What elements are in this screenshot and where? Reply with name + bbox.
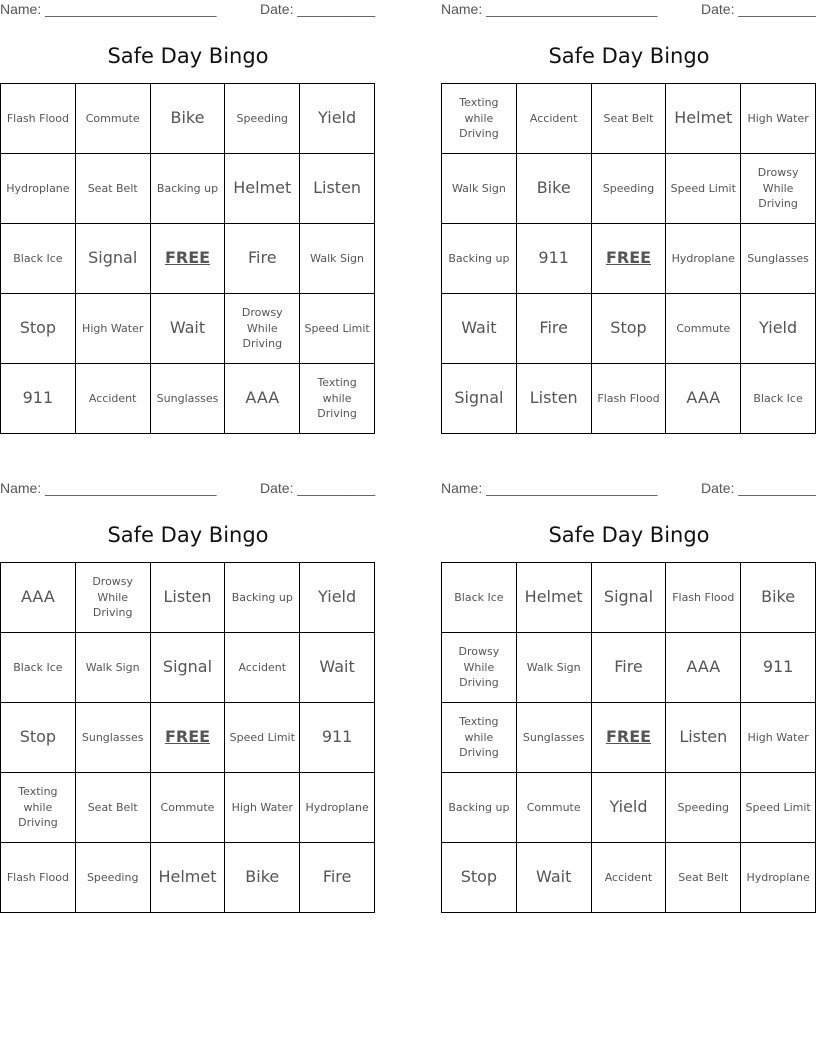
bingo-cell: Sunglasses — [517, 703, 592, 773]
bingo-cell: Black Ice — [1, 224, 76, 294]
bingo-card-3 — [0, 479, 376, 913]
bingo-cell: Backing up — [442, 224, 517, 294]
bingo-cell: Black Ice — [442, 563, 517, 633]
bingo-cell: Accident — [76, 364, 151, 434]
bingo-cell: Speeding — [592, 154, 667, 224]
name-date-row — [0, 1, 376, 21]
bingo-cell: Fire — [592, 633, 667, 703]
bingo-card-4 — [441, 479, 816, 913]
bingo-cell: Listen — [517, 364, 592, 434]
bingo-cell: Helmet — [225, 154, 300, 224]
bingo-cell: Sunglasses — [76, 703, 151, 773]
name-date-row — [441, 1, 816, 21]
bingo-cell: Yield — [592, 773, 667, 843]
name-field-label: Name: ______________________ — [0, 1, 217, 17]
bingo-cell: Commute — [76, 84, 151, 154]
bingo-cell: High Water — [741, 703, 816, 773]
bingo-cell: Seat Belt — [76, 154, 151, 224]
bingo-cell: Speeding — [76, 843, 151, 913]
bingo-cell: Commute — [517, 773, 592, 843]
bingo-cell: Flash Flood — [1, 84, 76, 154]
bingo-cell: 911 — [1, 364, 76, 434]
bingo-cell: Accident — [592, 843, 667, 913]
bingo-cell: Walk Sign — [442, 154, 517, 224]
bingo-cell: Wait — [151, 294, 226, 364]
bingo-cell: AAA — [666, 364, 741, 434]
bingo-cell: Signal — [592, 563, 667, 633]
bingo-cell: Texting while Driving — [442, 703, 517, 773]
date-field-label: Date: __________ — [701, 1, 816, 17]
name-field-label: Name: ______________________ — [441, 480, 658, 496]
bingo-cell: Walk Sign — [76, 633, 151, 703]
card-title: Safe Day Bingo — [107, 44, 269, 68]
bingo-cell: High Water — [741, 84, 816, 154]
free-space-cell: FREE — [592, 703, 667, 773]
bingo-cell: Bike — [151, 84, 226, 154]
bingo-cell: Accident — [517, 84, 592, 154]
bingo-grid — [0, 562, 375, 913]
bingo-cell: 911 — [741, 633, 816, 703]
bingo-cell: Stop — [592, 294, 667, 364]
bingo-cell: Walk Sign — [517, 633, 592, 703]
bingo-cell: Hydroplane — [300, 773, 375, 843]
bingo-cell: Stop — [1, 703, 76, 773]
bingo-cell: Sunglasses — [741, 224, 816, 294]
bingo-card-2 — [441, 0, 816, 434]
bingo-cell: Listen — [300, 154, 375, 224]
bingo-cell: Hydroplane — [1, 154, 76, 224]
bingo-cell: Helmet — [151, 843, 226, 913]
bingo-cell: Black Ice — [1, 633, 76, 703]
bingo-cell: Flash Flood — [1, 843, 76, 913]
bingo-cell: Listen — [151, 563, 226, 633]
bingo-cell: Helmet — [666, 84, 741, 154]
bingo-cell: Speed Limit — [225, 703, 300, 773]
bingo-cell: Signal — [151, 633, 226, 703]
bingo-cell: Black Ice — [741, 364, 816, 434]
bingo-cell: Seat Belt — [592, 84, 667, 154]
card-title: Safe Day Bingo — [107, 523, 269, 547]
bingo-cell: Fire — [300, 843, 375, 913]
bingo-cell: Speed Limit — [300, 294, 375, 364]
bingo-cell: Yield — [300, 563, 375, 633]
bingo-cell: AAA — [1, 563, 76, 633]
card-title: Safe Day Bingo — [548, 44, 710, 68]
bingo-cell: Backing up — [225, 563, 300, 633]
bingo-cell: Walk Sign — [300, 224, 375, 294]
bingo-cell: AAA — [225, 364, 300, 434]
bingo-cell: Drowsy While Driving — [442, 633, 517, 703]
bingo-cell: Wait — [442, 294, 517, 364]
bingo-cell: Accident — [225, 633, 300, 703]
bingo-cell: Wait — [517, 843, 592, 913]
name-field-label: Name: ______________________ — [0, 480, 217, 496]
bingo-cell: Commute — [666, 294, 741, 364]
bingo-cell: Texting while Driving — [300, 364, 375, 434]
bingo-cell: Hydroplane — [666, 224, 741, 294]
bingo-cell: Drowsy While Driving — [76, 563, 151, 633]
bingo-cell: Speeding — [225, 84, 300, 154]
bingo-cell: Bike — [517, 154, 592, 224]
bingo-cell: Speed Limit — [741, 773, 816, 843]
bingo-cell: Seat Belt — [666, 843, 741, 913]
bingo-cell: Signal — [76, 224, 151, 294]
bingo-cell: 911 — [300, 703, 375, 773]
bingo-cell: Drowsy While Driving — [225, 294, 300, 364]
bingo-cell: Stop — [1, 294, 76, 364]
date-field-label: Date: __________ — [260, 480, 376, 496]
bingo-cell: Texting while Driving — [442, 84, 517, 154]
bingo-grid — [441, 83, 816, 434]
name-date-row — [441, 480, 816, 500]
bingo-cell: Backing up — [151, 154, 226, 224]
bingo-cell: Seat Belt — [76, 773, 151, 843]
bingo-cell: Yield — [300, 84, 375, 154]
bingo-cell: Fire — [517, 294, 592, 364]
bingo-grid — [441, 562, 816, 913]
bingo-cell: Helmet — [517, 563, 592, 633]
free-space-cell: FREE — [592, 224, 667, 294]
free-space-cell: FREE — [151, 703, 226, 773]
bingo-cell: Drowsy While Driving — [741, 154, 816, 224]
bingo-card-1 — [0, 0, 376, 434]
bingo-cell: Bike — [741, 563, 816, 633]
bingo-cell: Speed Limit — [666, 154, 741, 224]
bingo-cell: Sunglasses — [151, 364, 226, 434]
bingo-cell: Speeding — [666, 773, 741, 843]
name-field-label: Name: ______________________ — [441, 1, 658, 17]
name-date-row — [0, 480, 376, 500]
bingo-cell: Flash Flood — [666, 563, 741, 633]
date-field-label: Date: __________ — [701, 480, 816, 496]
bingo-cell: Stop — [442, 843, 517, 913]
bingo-cell: AAA — [666, 633, 741, 703]
free-space-cell: FREE — [151, 224, 226, 294]
bingo-cell: High Water — [76, 294, 151, 364]
bingo-grid — [0, 83, 375, 434]
bingo-cell: High Water — [225, 773, 300, 843]
bingo-cell: 911 — [517, 224, 592, 294]
bingo-cell: Yield — [741, 294, 816, 364]
bingo-cell: Fire — [225, 224, 300, 294]
bingo-cell: Backing up — [442, 773, 517, 843]
bingo-cell: Bike — [225, 843, 300, 913]
bingo-cell: Commute — [151, 773, 226, 843]
card-title: Safe Day Bingo — [548, 523, 710, 547]
bingo-cell: Hydroplane — [741, 843, 816, 913]
bingo-cell: Signal — [442, 364, 517, 434]
date-field-label: Date: __________ — [260, 1, 376, 17]
bingo-cell: Listen — [666, 703, 741, 773]
bingo-cell: Texting while Driving — [1, 773, 76, 843]
bingo-cell: Flash Flood — [592, 364, 667, 434]
bingo-cell: Wait — [300, 633, 375, 703]
